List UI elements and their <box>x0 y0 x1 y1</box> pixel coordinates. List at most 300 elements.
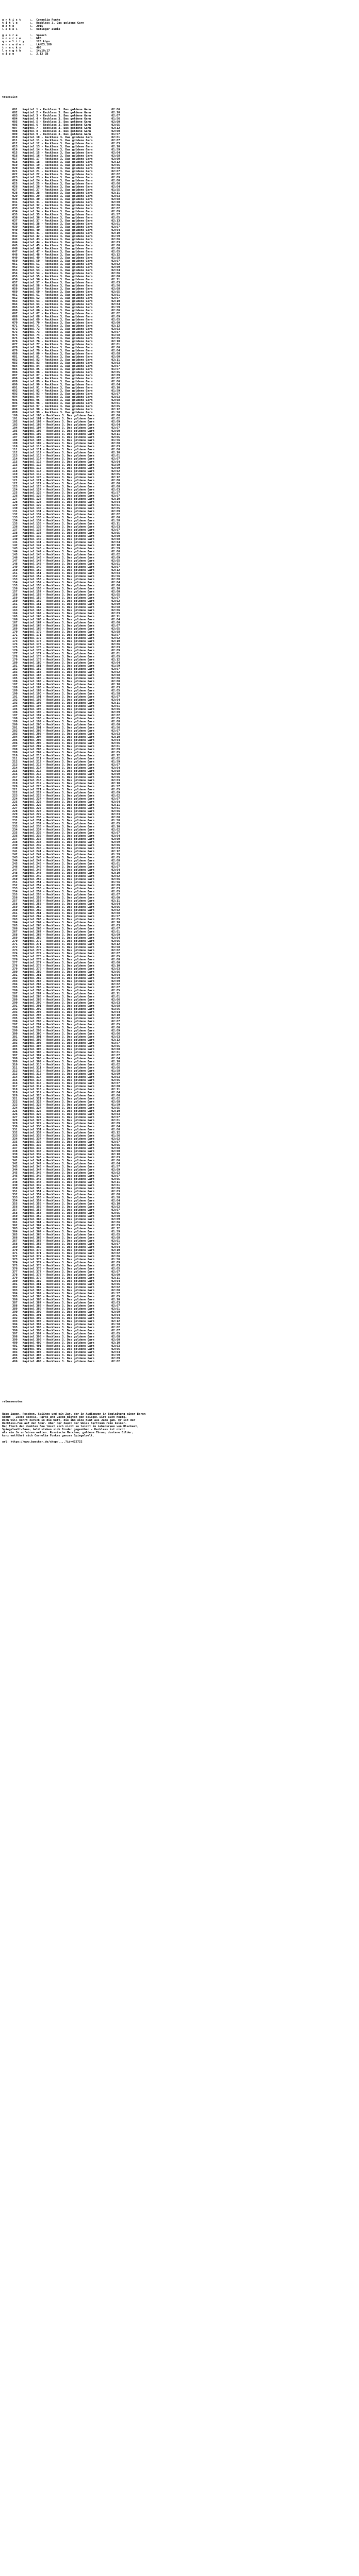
track-duration: 02:01 <box>111 136 120 139</box>
track-title: Kapitel 306 - Reckless 3. Das goldene Garn <box>22 1051 111 1054</box>
info-value: Cornelia Funke <box>36 19 60 22</box>
info-label: s o u r c e <box>2 37 29 40</box>
track-number: 196 <box>2 711 23 714</box>
track-number: 036 <box>2 216 23 219</box>
track-title: Kapitel 381 - Reckless 3. Das goldene Garn <box>22 1283 111 1286</box>
track-title: Kapitel 265 - Reckless 3. Das goldene Garn <box>22 924 111 927</box>
track-duration: 02:05 <box>111 532 120 535</box>
track-number: 030 <box>2 198 23 201</box>
track-duration: 01:58 <box>111 1196 120 1199</box>
track-number: 041 <box>2 232 23 235</box>
track-number: 081 <box>2 355 23 359</box>
track-number: 267 <box>2 930 23 934</box>
track-number: 242 <box>2 853 23 856</box>
track-duration: 02:10 <box>111 1249 120 1252</box>
track-number: 325 <box>2 1110 23 1113</box>
track-number: 003 <box>2 114 23 117</box>
track-title: Kapitel 336 - Reckless 3. Das goldene Garn <box>22 1144 111 1147</box>
track-title: Kapitel 350 - Reckless 3. Das goldene Garn <box>22 1187 111 1190</box>
track-title: Kapitel 319 - Reckless 3. Das goldene Garn <box>22 1091 111 1094</box>
track-number: 178 <box>2 655 23 658</box>
track-number: 012 <box>2 142 23 145</box>
track-duration: 02:09 <box>111 649 120 652</box>
track-number: 351 <box>2 1190 23 1193</box>
track-number: 009 <box>2 133 23 136</box>
track-number: 252 <box>2 884 23 887</box>
track-title: Kapitel 273 - Reckless 3. Das goldene Garn <box>22 949 111 952</box>
track-title: Kapitel 35 - Reckless 3. Das goldene Garn <box>22 213 111 216</box>
track-number: 130 <box>2 507 23 510</box>
track-duration: 01:57 <box>111 213 120 216</box>
track-title: Kapitel 129 - Reckless 3. Das goldene Garn <box>22 504 111 507</box>
track-title: Kapitel 348 - Reckless 3. Das goldene Garn <box>22 1181 111 1184</box>
track-number: 190 <box>2 692 23 696</box>
track-duration: 02:07 <box>111 986 120 989</box>
release-line: kommt - Jacob Reckle, Parke und Jacob bieten den Spiegel wird auch heute. <box>2 1416 127 1419</box>
track-duration: 02:07 <box>111 457 120 461</box>
track-duration: 01:56 <box>111 1134 120 1138</box>
track-number: 119 <box>2 473 23 476</box>
track-duration: 02:08 <box>111 859 120 862</box>
track-title: Kapitel 48 - Reckless 3. Das goldene Garn <box>22 253 111 257</box>
track-title: Kapitel 366 - Reckless 3. Das goldene Garn <box>22 1236 111 1240</box>
track-duration: 02:04 <box>111 581 120 584</box>
track-duration: 02:13 <box>111 219 120 223</box>
track-number: 263 <box>2 918 23 921</box>
track-title: Kapitel 357 - Reckless 3. Das goldene Garn <box>22 1209 111 1212</box>
track-title: Kapitel 7 - Reckless 3. Das goldene Garn <box>22 127 111 130</box>
track-number: 254 <box>2 890 23 893</box>
info-value: 128 kbps <box>36 40 50 43</box>
track-duration: 02:06 <box>111 550 120 553</box>
track-number: 146 <box>2 556 23 560</box>
track-duration: 02:08 <box>111 1289 120 1292</box>
track-number: 203 <box>2 733 23 736</box>
track-duration: 02:01 <box>111 1184 120 1187</box>
track-duration: 02:09 <box>111 1029 120 1032</box>
track-duration: 02:08 <box>111 816 120 819</box>
track-number: 204 <box>2 736 23 739</box>
track-duration: 02:08 <box>111 287 120 291</box>
track-title: Kapitel 78 - Reckless 3. Das goldene Garn <box>22 346 111 349</box>
track-number: 024 <box>2 179 23 182</box>
track-number: 155 <box>2 584 23 587</box>
track-duration: 02:05 <box>111 751 120 754</box>
track-duration: 01:57 <box>111 368 120 371</box>
track-title: Kapitel 271 - Reckless 3. Das goldene Garn <box>22 943 111 946</box>
track-title: Kapitel 168 - Reckless 3. Das goldene Garn <box>22 624 111 628</box>
track-duration: 02:12 <box>111 850 120 853</box>
track-number: 087 <box>2 374 23 377</box>
track-number: 048 <box>2 253 23 257</box>
track-title: Kapitel 255 - Reckless 3. Das goldene Garn <box>22 893 111 896</box>
track-title: Kapitel 39 - Reckless 3. Das goldene Garn <box>22 226 111 229</box>
track-title: Kapitel 334 - Reckless 3. Das goldene Garn <box>22 1138 111 1141</box>
track-title: Kapitel 110 - Reckless 3. Das goldene Garn <box>22 445 111 448</box>
track-duration: 02:02 <box>111 949 120 952</box>
track-duration: 02:08 <box>111 244 120 247</box>
track-number: 333 <box>2 1134 23 1138</box>
track-duration: 02:04 <box>111 269 120 272</box>
track-title: Kapitel 52 - Reckless 3. Das goldene Garn <box>22 266 111 269</box>
tracklist-section <box>2 90 356 1369</box>
track-duration: 01:56 <box>111 726 120 730</box>
track-duration: 02:03 <box>111 1345 120 1348</box>
track-number: 112 <box>2 451 23 454</box>
track-title: Kapitel 329 - Reckless 3. Das goldene Garn <box>22 1122 111 1125</box>
track-duration: 02:05 <box>111 371 120 374</box>
track-title: Kapitel 2 - Reckless 3. Das goldene Garn <box>22 111 111 114</box>
track-duration: 02:00 <box>111 773 120 776</box>
track-number: 001 <box>2 108 23 111</box>
track-number: 377 <box>2 1270 23 1274</box>
track-title: Kapitel 363 - Reckless 3. Das goldene Garn <box>22 1227 111 1230</box>
track-number: 222 <box>2 791 23 794</box>
track-duration: 02:12 <box>111 476 120 479</box>
track-duration: 02:10 <box>111 587 120 590</box>
track-title: Kapitel 61 - Reckless 3. Das goldene Garn <box>22 294 111 297</box>
track-duration: 02:02 <box>111 377 120 380</box>
track-number: 272 <box>2 946 23 949</box>
track-number: 122 <box>2 482 23 485</box>
track-title: Kapitel 58 - Reckless 3. Das goldene Garn <box>22 284 111 287</box>
track-duration: 02:03 <box>111 362 120 365</box>
track-title: Kapitel 177 - Reckless 3. Das goldene Garn <box>22 652 111 655</box>
track-number: 033 <box>2 207 23 210</box>
track-number: 341 <box>2 1159 23 1162</box>
release-line: als ein Je unfabren welten. Russische Marchen, goldene Thron, dustere Bilder, <box>2 1431 134 1434</box>
track-number: 281 <box>2 974 23 977</box>
track-title: Kapitel 310 - Reckless 3. Das goldene Garn <box>22 1063 111 1066</box>
track-title: Kapitel 323 - Reckless 3. Das goldene Garn <box>22 1104 111 1107</box>
track-title: Kapitel 351 - Reckless 3. Das goldene Garn <box>22 1190 111 1193</box>
track-title: Kapitel 279 - Reckless 3. Das goldene Garn <box>22 968 111 971</box>
track-title: Kapitel 388 - Reckless 3. Das goldene Garn <box>22 1304 111 1308</box>
track-title: Kapitel 147 - Reckless 3. Das goldene Garn <box>22 560 111 563</box>
track-number: 210 <box>2 754 23 757</box>
track-duration: 02:08 <box>111 631 120 634</box>
track-title: Kapitel 118 - Reckless 3. Das goldene Garn <box>22 470 111 473</box>
track-title: Kapitel 37 - Reckless 3. Das goldene Garn <box>22 219 111 223</box>
info-header <box>2 19 356 56</box>
track-title: Kapitel 270 - Reckless 3. Das goldene Garn <box>22 940 111 943</box>
track-title: Kapitel 166 - Reckless 3. Das goldene Garn <box>22 618 111 621</box>
track-title: Kapitel 32 - Reckless 3. Das goldene Garn <box>22 204 111 207</box>
track-number: 132 <box>2 513 23 516</box>
track-title: Kapitel 198 - Reckless 3. Das goldene Garn <box>22 717 111 720</box>
track-title: Kapitel 95 - Reckless 3. Das goldene Garn <box>22 399 111 402</box>
track-title: Kapitel 361 - Reckless 3. Das goldene Garn <box>22 1221 111 1224</box>
track-duration: 02:04 <box>111 383 120 386</box>
track-number: 088 <box>2 377 23 380</box>
track-duration: 02:00 <box>111 1085 120 1088</box>
track-duration: 02:04 <box>111 349 120 352</box>
track-number: 239 <box>2 844 23 847</box>
track-title: Kapitel 72 - Reckless 3. Das goldene Garn <box>22 328 111 331</box>
track-number: 206 <box>2 742 23 745</box>
track-duration: 02:08 <box>111 958 120 961</box>
track-duration: 02:04 <box>111 937 120 940</box>
track-number: 397 <box>2 1332 23 1335</box>
track-number: 283 <box>2 980 23 983</box>
track-duration: 02:03 <box>111 887 120 890</box>
track-title: Kapitel 138 - Reckless 3. Das goldene Garn <box>22 532 111 535</box>
track-title: Kapitel 385 - Reckless 3. Das goldene Garn <box>22 1295 111 1298</box>
track-number: 161 <box>2 603 23 606</box>
track-duration: 02:02 <box>111 470 120 473</box>
track-number: 014 <box>2 148 23 151</box>
track-duration: 02:06 <box>111 346 120 349</box>
track-title: Kapitel 132 - Reckless 3. Das goldene Garn <box>22 513 111 516</box>
track-number: 324 <box>2 1107 23 1110</box>
track-number: 059 <box>2 287 23 291</box>
track-title: Kapitel 75 - Reckless 3. Das goldene Garn <box>22 337 111 340</box>
track-duration: 02:01 <box>111 705 120 708</box>
track-number: 329 <box>2 1122 23 1125</box>
track-title: Kapitel 206 - Reckless 3. Das goldene Garn <box>22 742 111 745</box>
track-number: 170 <box>2 631 23 634</box>
track-duration: 02:07 <box>111 365 120 368</box>
track-duration: 02:07 <box>111 331 120 334</box>
track-duration: 02:10 <box>111 683 120 686</box>
track-number: 175 <box>2 646 23 649</box>
track-title: Kapitel 245 - Reckless 3. Das goldene Garn <box>22 862 111 866</box>
track-duration: 02:04 <box>111 739 120 742</box>
track-duration: 02:08 <box>111 485 120 488</box>
track-title: Kapitel 3 - Reckless 3. Das goldene Garn <box>22 114 111 117</box>
track-number: 316 <box>2 1082 23 1085</box>
track-number: 344 <box>2 1168 23 1172</box>
track-title: Kapitel 239 - Reckless 3. Das goldene Garn <box>22 844 111 847</box>
track-duration: 02:07 <box>111 798 120 801</box>
track-title: Kapitel 375 - Reckless 3. Das goldene Garn <box>22 1264 111 1267</box>
track-title: Kapitel 263 - Reckless 3. Das goldene Garn <box>22 918 111 921</box>
track-number: 128 <box>2 501 23 504</box>
track-number: 225 <box>2 801 23 804</box>
track-duration: 02:10 <box>111 1060 120 1063</box>
track-duration: 01:59 <box>111 547 120 550</box>
track-title: Kapitel 22 - Reckless 3. Das goldene Garn <box>22 173 111 176</box>
track-title: Kapitel 243 - Reckless 3. Das goldene Garn <box>22 856 111 859</box>
track-title: Kapitel 63 - Reckless 3. Das goldene Garn <box>22 300 111 303</box>
track-duration: 02:03 <box>111 281 120 284</box>
track-title: Kapitel 156 - Reckless 3. Das goldene Garn <box>22 587 111 590</box>
track-duration: 01:59 <box>111 306 120 309</box>
track-duration: 01:56 <box>111 575 120 578</box>
track-duration: 02:07 <box>111 1209 120 1212</box>
track-number: 336 <box>2 1144 23 1147</box>
track-title: Kapitel 226 - Reckless 3. Das goldene Garn <box>22 804 111 807</box>
track-title: Kapitel 403 - Reckless 3. Das goldene Garn <box>22 1351 111 1354</box>
track-title: Kapitel 204 - Reckless 3. Das goldene Garn <box>22 736 111 739</box>
track-number: 109 <box>2 442 23 445</box>
track-number: 068 <box>2 315 23 318</box>
track-title: Kapitel 9 - Reckless 3. Das goldene Garn <box>22 133 111 136</box>
track-number: 092 <box>2 389 23 393</box>
track-duration: 02:08 <box>111 1236 120 1240</box>
track-title: Kapitel 197 - Reckless 3. Das goldene Garn <box>22 714 111 717</box>
track-title: Kapitel 373 - Reckless 3. Das goldene Garn <box>22 1258 111 1261</box>
track-title: Kapitel 70 - Reckless 3. Das goldene Garn <box>22 321 111 325</box>
track-number: 037 <box>2 219 23 223</box>
track-title: Kapitel 200 - Reckless 3. Das goldene Garn <box>22 723 111 726</box>
track-duration: 02:09 <box>111 210 120 213</box>
track-duration: 02:03 <box>111 1036 120 1039</box>
track-duration: 02:07 <box>111 1329 120 1332</box>
track-title: Kapitel 42 - Reckless 3. Das goldene Garn <box>22 235 111 238</box>
track-number: 153 <box>2 578 23 581</box>
track-duration: 02:10 <box>111 111 120 114</box>
track-number: 261 <box>2 912 23 915</box>
track-title: Kapitel 159 - Reckless 3. Das goldene Garn <box>22 597 111 600</box>
track-title: Kapitel 360 - Reckless 3. Das goldene Garn <box>22 1218 111 1221</box>
track-number: 246 <box>2 866 23 869</box>
info-separator: :. <box>29 53 37 56</box>
track-duration: 02:09 <box>111 1168 120 1172</box>
track-number: 120 <box>2 476 23 479</box>
track-duration: 02:00 <box>111 158 120 161</box>
track-number: 107 <box>2 436 23 439</box>
track-number: 174 <box>2 643 23 646</box>
track-number: 006 <box>2 124 23 127</box>
track-number: 371 <box>2 1252 23 1255</box>
track-number: 366 <box>2 1236 23 1240</box>
track-duration: 02:06 <box>111 971 120 974</box>
track-title: Kapitel 371 - Reckless 3. Das goldene Garn <box>22 1252 111 1255</box>
track-duration: 02:08 <box>111 538 120 541</box>
track-title: Kapitel 109 - Reckless 3. Das goldene Garn <box>22 442 111 445</box>
track-duration: 02:12 <box>111 658 120 662</box>
track-number: 193 <box>2 702 23 705</box>
track-number: 070 <box>2 321 23 325</box>
track-duration: 02:11 <box>111 192 120 195</box>
track-number: 398 <box>2 1335 23 1338</box>
track-number: 121 <box>2 479 23 482</box>
track-duration: 02:10 <box>111 1298 120 1301</box>
track-number: 260 <box>2 909 23 912</box>
info-value: Reckless 3. Das goldene Garn <box>36 22 84 25</box>
track-title: Kapitel 396 - Reckless 3. Das goldene Garn <box>22 1329 111 1332</box>
track-number: 262 <box>2 915 23 918</box>
track-title: Kapitel 318 - Reckless 3. Das goldene Garn <box>22 1088 111 1091</box>
track-duration: 02:04 <box>111 151 120 155</box>
track-number: 384 <box>2 1292 23 1295</box>
track-duration: 01:58 <box>111 334 120 337</box>
track-duration: 02:09 <box>111 1073 120 1076</box>
track-duration: 01:58 <box>111 819 120 822</box>
track-number: 126 <box>2 495 23 498</box>
track-title: Kapitel 115 - Reckless 3. Das goldene Garn <box>22 461 111 464</box>
track-duration: 02:07 <box>111 624 120 628</box>
track-number: 052 <box>2 266 23 269</box>
track-duration: 02:00 <box>111 355 120 359</box>
track-title: Kapitel 79 - Reckless 3. Das goldene Garn <box>22 349 111 352</box>
track-duration: 01:56 <box>111 1008 120 1011</box>
track-number: 188 <box>2 686 23 689</box>
track-number: 136 <box>2 526 23 529</box>
info-label: e n c o d e r <box>2 43 29 46</box>
track-title: Kapitel 246 - Reckless 3. Das goldene Garn <box>22 866 111 869</box>
release-notes <box>2 1394 356 1450</box>
track-title: Kapitel 183 - Reckless 3. Das goldene Garn <box>22 671 111 674</box>
track-title: Kapitel 98 - Reckless 3. Das goldene Garn <box>22 408 111 411</box>
track-number: 084 <box>2 365 23 368</box>
track-number: 350 <box>2 1187 23 1190</box>
track-title: Kapitel 174 - Reckless 3. Das goldene Garn <box>22 643 111 646</box>
track-title: Kapitel 219 - Reckless 3. Das goldene Garn <box>22 782 111 785</box>
track-title: Kapitel 103 - Reckless 3. Das goldene Garn <box>22 423 111 427</box>
track-title: Kapitel 395 - Reckless 3. Das goldene Garn <box>22 1326 111 1329</box>
track-number: 061 <box>2 294 23 297</box>
track-title: Kapitel 276 - Reckless 3. Das goldene Garn <box>22 958 111 961</box>
track-duration: 02:07 <box>111 495 120 498</box>
release-line: Doch Will kehrt zurück in die Welt, die ihm eine Kunt aus Jade gab. Er ist der <box>2 1419 136 1422</box>
track-number: 295 <box>2 1017 23 1020</box>
track-title: Kapitel 288 - Reckless 3. Das goldene Garn <box>22 995 111 998</box>
track-number: 276 <box>2 958 23 961</box>
track-duration: 02:05 <box>111 655 120 658</box>
track-duration: 02:03 <box>111 195 120 198</box>
track-duration: 02:05 <box>111 1144 120 1147</box>
track-title: Kapitel 57 - Reckless 3. Das goldene Garn <box>22 281 111 284</box>
track-duration: 02:00 <box>111 723 120 726</box>
track-number: 078 <box>2 346 23 349</box>
track-number: 332 <box>2 1131 23 1134</box>
track-number: 345 <box>2 1172 23 1175</box>
track-title: Kapitel 108 - Reckless 3. Das goldene Garn <box>22 439 111 442</box>
track-duration: 02:09 <box>111 711 120 714</box>
track-number: 352 <box>2 1193 23 1196</box>
track-number: 348 <box>2 1181 23 1184</box>
track-number: 364 <box>2 1230 23 1233</box>
track-title: Kapitel 322 - Reckless 3. Das goldene Garn <box>22 1100 111 1104</box>
track-title: Kapitel 233 - Reckless 3. Das goldene Garn <box>22 825 111 828</box>
track-title: Kapitel 120 - Reckless 3. Das goldene Garn <box>22 476 111 479</box>
track-title: Kapitel 229 - Reckless 3. Das goldene Garn <box>22 813 111 816</box>
track-number: 274 <box>2 952 23 955</box>
track-number: 290 <box>2 1002 23 1005</box>
track-duration: 01:56 <box>111 284 120 287</box>
track-number: 399 <box>2 1338 23 1342</box>
track-number: 074 <box>2 334 23 337</box>
track-title: Kapitel 155 - Reckless 3. Das goldene Garn <box>22 584 111 587</box>
track-duration: 02:03 <box>111 646 120 649</box>
track-title: Kapitel 340 - Reckless 3. Das goldene Garn <box>22 1156 111 1159</box>
track-duration: 02:00 <box>111 130 120 133</box>
track-number: 405 <box>2 1357 23 1360</box>
track-number: 289 <box>2 998 23 1002</box>
track-title: Kapitel 11 - Reckless 3. Das goldene Garn <box>22 139 111 142</box>
track-title: Kapitel 128 - Reckless 3. Das goldene Garn <box>22 501 111 504</box>
track-number: 103 <box>2 423 23 427</box>
track-title: Kapitel 182 - Reckless 3. Das goldene Garn <box>22 668 111 671</box>
track-number: 292 <box>2 1008 23 1011</box>
track-duration: 02:03 <box>111 1190 120 1193</box>
track-duration: 01:57 <box>111 1042 120 1045</box>
track-duration: 02:07 <box>111 226 120 229</box>
track-number: 359 <box>2 1215 23 1218</box>
track-number: 380 <box>2 1280 23 1283</box>
track-title: Kapitel 105 - Reckless 3. Das goldene Garn <box>22 430 111 433</box>
track-number: 372 <box>2 1255 23 1258</box>
track-title: Kapitel 143 - Reckless 3. Das goldene Garn <box>22 547 111 550</box>
track-number: 323 <box>2 1104 23 1107</box>
track-title: Kapitel 145 - Reckless 3. Das goldene Garn <box>22 553 111 556</box>
track-duration: 02:00 <box>111 896 120 900</box>
track-title: Kapitel 295 - Reckless 3. Das goldene Garn <box>22 1017 111 1020</box>
track-duration: 02:07 <box>111 832 120 835</box>
track-duration: 02:07 <box>111 139 120 142</box>
